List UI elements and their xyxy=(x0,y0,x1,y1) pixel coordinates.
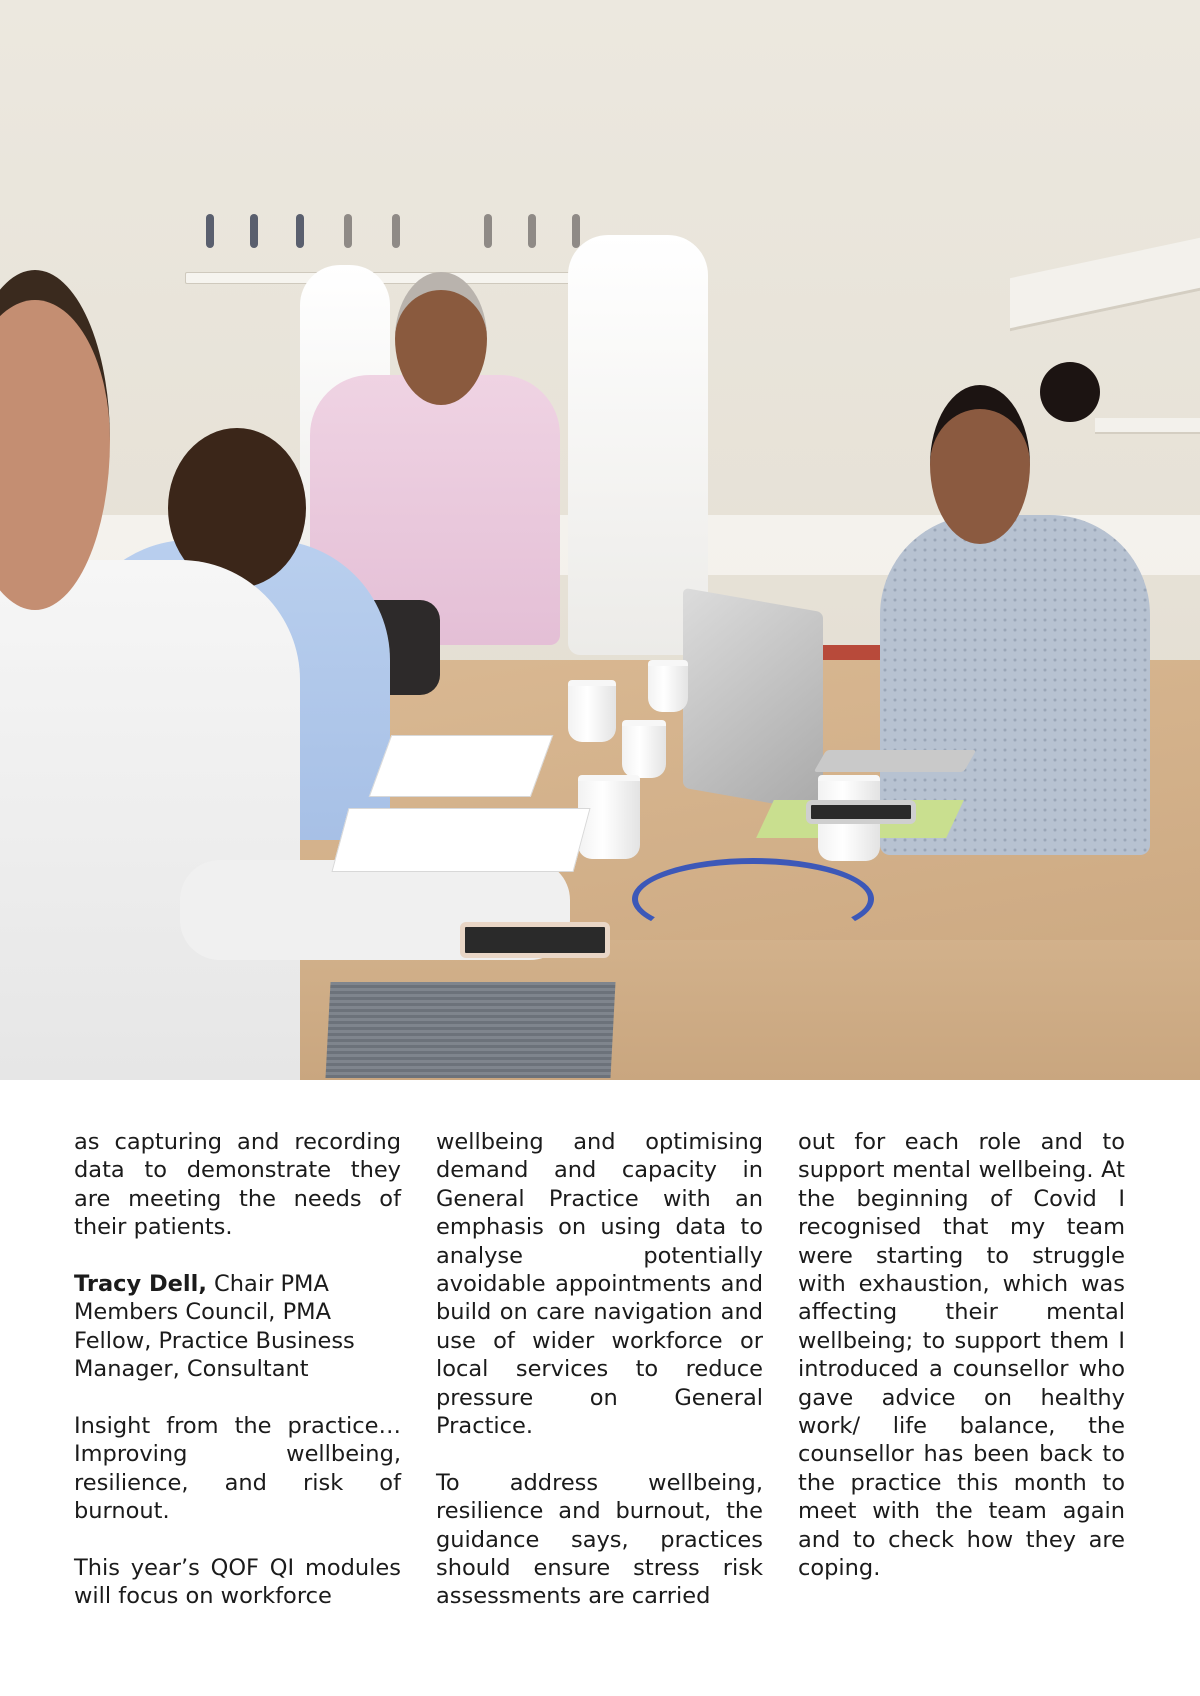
grey-notebook xyxy=(325,982,615,1078)
coat-hook xyxy=(296,214,304,248)
article-columns xyxy=(74,1128,1126,1611)
column-1 xyxy=(74,1128,401,1611)
coat-hook xyxy=(392,214,400,248)
wall-shelf xyxy=(1010,238,1200,331)
coat-rail xyxy=(185,272,597,284)
column-3 xyxy=(798,1128,1125,1611)
open-notebook xyxy=(369,735,554,797)
stethoscope xyxy=(632,858,874,940)
coat-hook xyxy=(206,214,214,248)
woman-head xyxy=(930,385,1030,544)
smartphone xyxy=(806,800,916,824)
paper-cup xyxy=(568,680,616,742)
paper-cup xyxy=(648,660,688,712)
coat-hook xyxy=(344,214,352,248)
author-credit xyxy=(74,1270,401,1384)
wall-shelf xyxy=(1095,418,1200,434)
author-name: Tracy Dell, xyxy=(74,1271,207,1298)
paragraph: as capturing and recording data to demonstrate they are meeting the needs of their patients. xyxy=(74,1129,401,1241)
column-2 xyxy=(436,1128,763,1611)
coat-hook xyxy=(528,214,536,248)
laptop xyxy=(683,588,823,813)
author-role: Chair PMA Members Council, PMA Fellow, Practice Business Manager, Consultant xyxy=(74,1271,355,1383)
coat-hook xyxy=(250,214,258,248)
section-intro: Insight from the practice… Improving wellbeing, resilience, and risk of burnout. xyxy=(74,1413,401,1525)
coat-hook xyxy=(484,214,492,248)
open-notebook xyxy=(331,808,590,872)
laptop-keyboard xyxy=(814,750,977,772)
smartphone xyxy=(460,922,610,958)
doctor-head xyxy=(395,272,487,405)
coat-hook xyxy=(572,214,580,248)
paragraph: To address wellbeing, resilience and burnout, the guidance says, practices should ensure stress risk assessments are carried xyxy=(436,1469,763,1610)
man-white-shirt xyxy=(0,560,300,1080)
paragraph: out for each role and to support mental wellbeing. At the beginning of Covid I recognised that my team were starting to struggle with exhaustion, which was affecting their mental wellbeing; to support them I introduced a counsellor who gave advice on healthy work/ life balance, the counsellor has been back to the practice this month to meet with the team again and to check how they are coping. xyxy=(798,1129,1125,1582)
paragraph: This year’s QOF QI modules will focus on workforce xyxy=(74,1555,401,1610)
hair-bun xyxy=(1040,362,1100,422)
paragraph: wellbeing and optimising demand and capacity in General Practice with an emphasis on using data to analyse potentially avoidable appointments and build on care navigation and use of wider workforce or local services to reduce pressure on General Practice. xyxy=(436,1129,763,1440)
paper-cup xyxy=(622,720,666,778)
